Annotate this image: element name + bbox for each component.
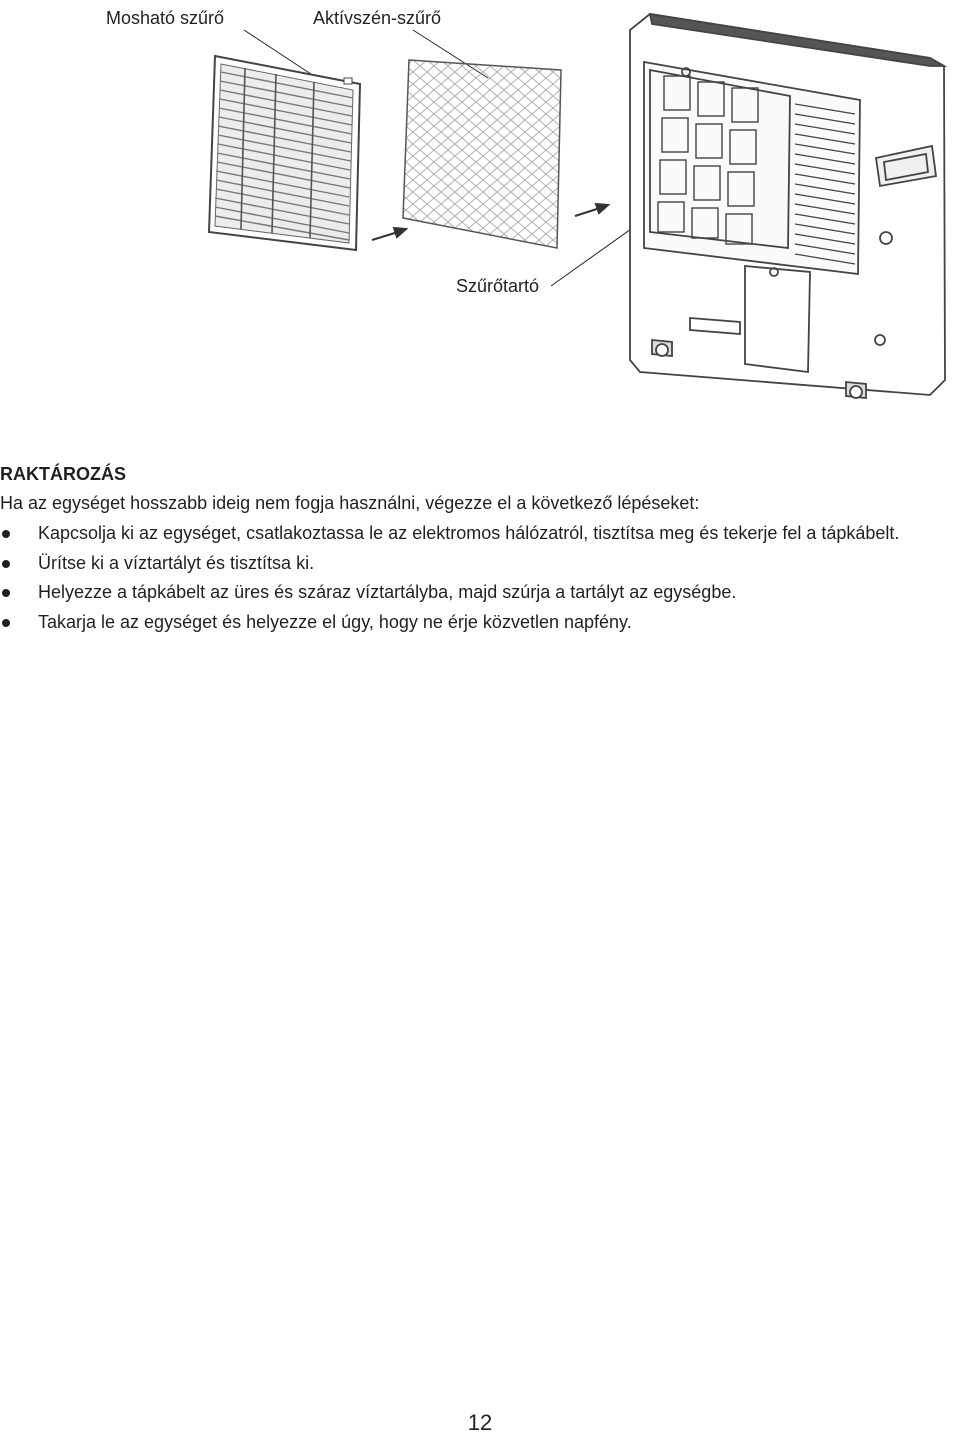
list-item-text: Helyezze a tápkábelt az üres és száraz víztartályba, majd szúrja a tartályt az egységbe. — [38, 582, 737, 602]
carbon-filter-drawing — [403, 60, 561, 248]
storage-steps-list — [0, 519, 960, 637]
list-item — [0, 519, 960, 549]
list-item-text: Takarja le az egységet és helyezze el úgy, hogy ne érje közvetlen napfény. — [38, 611, 632, 632]
list-item-text: Ürítse ki a víztartályt és tisztítsa ki. — [38, 552, 315, 573]
list-item — [0, 549, 960, 579]
washable-filter-label: Mosható szűrő — [106, 8, 225, 28]
bullet-icon — [2, 530, 10, 538]
unit-drawing — [630, 14, 945, 398]
list-item — [0, 608, 960, 638]
filter-diagram — [0, 0, 960, 410]
list-item — [0, 578, 960, 608]
washable-filter-drawing — [209, 56, 360, 250]
bullet-icon — [2, 560, 10, 568]
page-number: 12 — [467, 1410, 493, 1435]
bullet-icon — [2, 589, 10, 597]
filter-illustration — [0, 0, 960, 410]
storage-heading: RAKTÁROZÁS — [0, 464, 126, 484]
storage-section — [0, 461, 960, 637]
carbon-filter-label: Aktívszén-szűrő — [313, 8, 442, 28]
bullet-icon — [2, 619, 10, 627]
list-item-text: Kapcsolja ki az egységet, csatlakoztassa le az elektromos hálózatról, tisztítsa meg és tekerje fel a tápkábelt. — [38, 523, 900, 543]
filter-holder-label: Szűrőtartó — [456, 276, 540, 296]
storage-intro: Ha az egységet hosszabb ideig nem fogja használni, végezze el a következő lépéseket: — [0, 493, 700, 513]
